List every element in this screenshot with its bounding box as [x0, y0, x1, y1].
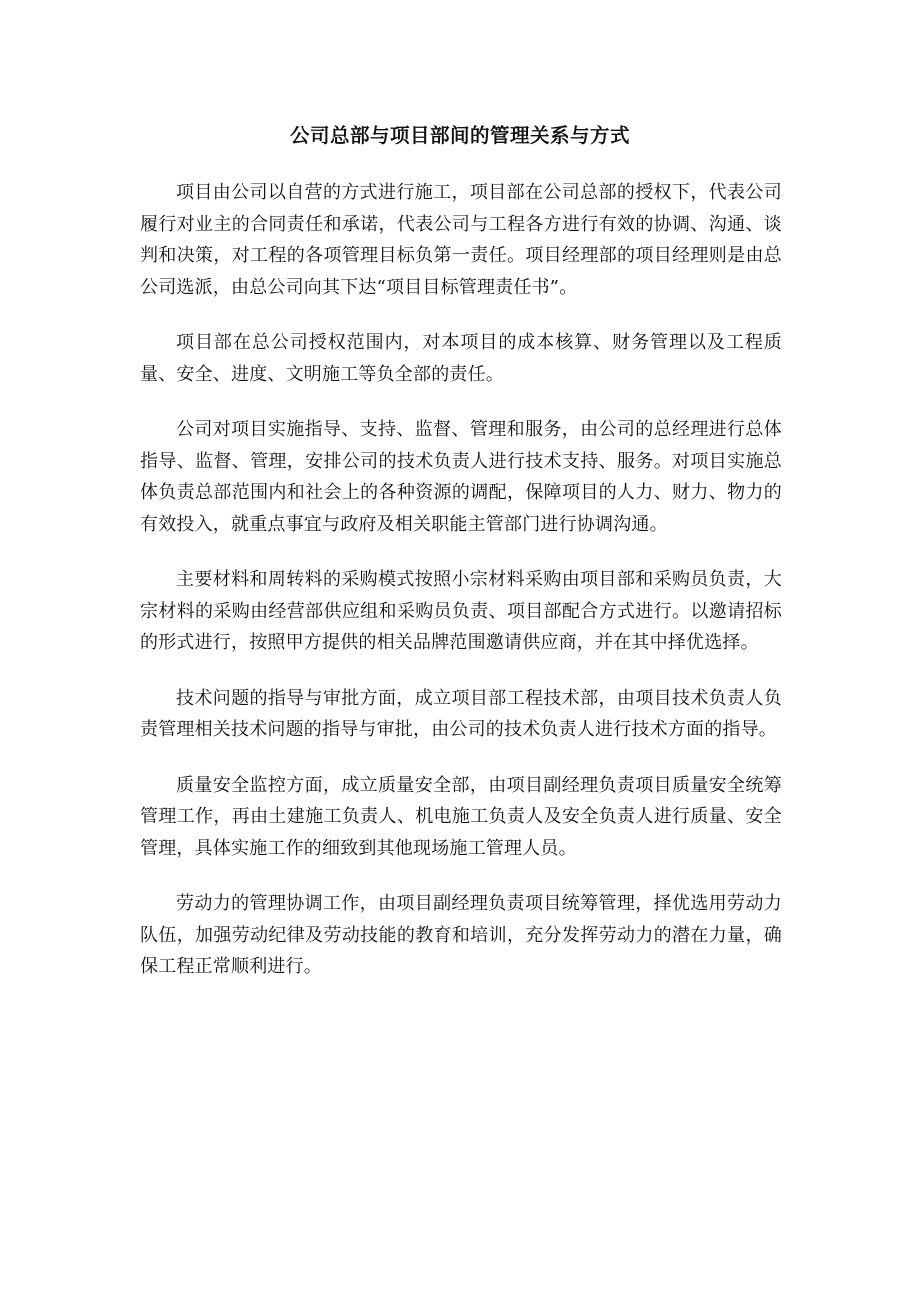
document-body	[140, 177, 782, 1007]
paragraph-5: 技术问题的指导与审批方面，成立项目部工程技术部，由项目技术负责人负责管理相关技术问题的指导与审批，由公司的技术负责人进行技术方面的指导。	[140, 687, 782, 740]
paragraph-6: 质量安全监控方面，成立质量安全部，由项目副经理负责项目质量安全统筹管理工作，再由土建施工负责人、机电施工负责人及安全负责人进行质量、安全管理，具体实施工作的细致到其他现场施工管理人员。	[140, 774, 782, 859]
paragraph-7: 劳动力的管理协调工作，由项目副经理负责项目统筹管理，择优选用劳动力队伍，加强劳动纪律及劳动技能的教育和培训，充分发挥劳动力的潜在力量，确保工程正常顺利进行。	[140, 893, 782, 977]
document-title: 公司总部与项目部间的管理关系与方式	[289, 124, 630, 147]
paragraph-2: 项目部在总公司授权范围内，对本项目的成本核算、财务管理以及工程质量、安全、进度、文明施工等负全部的责任。	[140, 332, 782, 385]
paragraph-4: 主要材料和周转料的采购模式按照小宗材料采购由项目部和采购员负责，大宗材料的采购由经营部供应组和采购员负责、项目部配合方式进行。以邀请招标的形式进行，按照甲方提供的相关品牌范围邀请供应商，并在其中择优选择。	[140, 569, 782, 653]
paragraph-1: 项目由公司以自营的方式进行施工，项目部在公司总部的授权下，代表公司履行对业主的合同责任和承诺，代表公司与工程各方进行有效的协调、沟通、谈判和决策，对工程的各项管理目标负第一责任。项目经理部的项目经理则是由总公司选派，由总公司向其下达“项目目标管理责任书”。	[140, 182, 782, 298]
paragraph-3: 公司对项目实施指导、支持、监督、管理和服务，由公司的总经理进行总体指导、监督、管理，安排公司的技术负责人进行技术支持、服务。对项目实施总体负责总部范围内和社会上的各种资源的调配，保障项目的人力、财力、物力的有效投入，就重点事宜与政府及相关职能主管部门进行协调沟通。	[140, 419, 782, 535]
